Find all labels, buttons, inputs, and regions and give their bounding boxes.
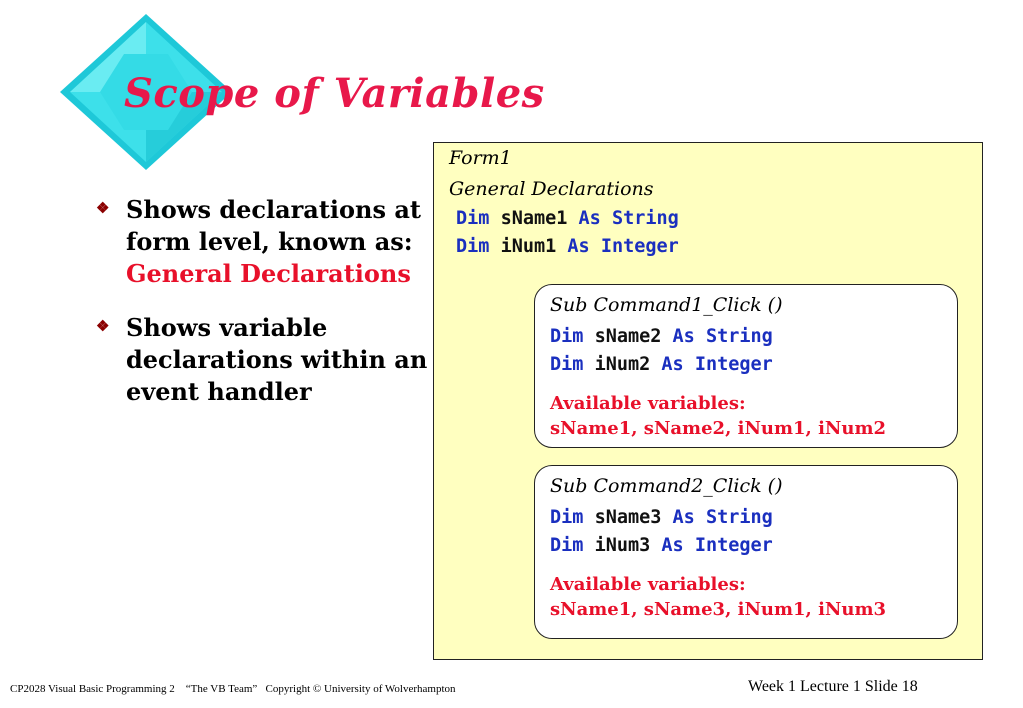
footer-course-name: CP2028 Visual Basic Programming 2 xyxy=(10,683,175,695)
code-keyword: Dim xyxy=(550,326,584,347)
bullet-text: Shows variable declarations within an event handler xyxy=(126,313,428,406)
code-line xyxy=(550,535,773,556)
footer-copyright: Copyright © University of Wolverhampton xyxy=(265,683,456,695)
code-keyword: As xyxy=(672,507,695,528)
code-line xyxy=(456,208,679,229)
code-type: Integer xyxy=(694,354,773,375)
code-identifier: sName2 xyxy=(594,326,662,347)
general-declarations-label: General Declarations xyxy=(449,178,654,200)
code-line xyxy=(550,354,773,375)
code-type: Integer xyxy=(694,535,773,556)
bullet-list xyxy=(96,194,431,408)
diamond-bullet-icon: ❖ xyxy=(96,199,110,217)
bullet-item xyxy=(96,194,431,290)
code-keyword: As xyxy=(672,326,695,347)
code-keyword: As xyxy=(661,354,684,375)
code-line xyxy=(550,507,773,528)
bullet-highlight: General Declarations xyxy=(126,259,411,288)
code-keyword: As xyxy=(578,208,601,229)
code-identifier: sName3 xyxy=(594,507,662,528)
available-list: sName1, sName3, iNum1, iNum3 xyxy=(550,599,887,620)
code-keyword: Dim xyxy=(456,236,490,257)
code-identifier: iNum1 xyxy=(500,236,557,257)
code-keyword: Dim xyxy=(550,354,584,375)
available-label: Available variables: xyxy=(550,574,746,595)
code-keyword: Dim xyxy=(550,535,584,556)
diamond-bullet-icon: ❖ xyxy=(96,317,110,335)
sub-header: Sub Command2_Click () xyxy=(550,475,783,497)
available-variables xyxy=(550,572,886,622)
available-variables xyxy=(550,391,886,441)
form-label: Form1 xyxy=(449,147,512,169)
code-line xyxy=(550,326,773,347)
form-declarations-box xyxy=(433,142,983,660)
code-type: Integer xyxy=(600,236,679,257)
code-keyword: As xyxy=(567,236,590,257)
code-type: String xyxy=(611,208,679,229)
code-identifier: iNum2 xyxy=(594,354,651,375)
code-type: String xyxy=(705,326,773,347)
sub-command1-box xyxy=(534,284,958,448)
available-label: Available variables: xyxy=(550,393,746,414)
code-keyword: As xyxy=(661,535,684,556)
code-identifier: iNum3 xyxy=(594,535,651,556)
code-line xyxy=(456,236,679,257)
slide-number: Week 1 Lecture 1 Slide 18 xyxy=(748,678,918,695)
bullet-item xyxy=(96,312,431,408)
available-list: sName1, sName2, iNum1, iNum2 xyxy=(550,418,887,439)
sub-command2-box xyxy=(534,465,958,639)
slide-title: Scope of Variables xyxy=(124,70,545,117)
code-keyword: Dim xyxy=(550,507,584,528)
sub-header: Sub Command1_Click () xyxy=(550,294,783,316)
code-type: String xyxy=(705,507,773,528)
code-keyword: Dim xyxy=(456,208,490,229)
bullet-text: Shows declarations at form level, known as: xyxy=(126,195,422,256)
footer-course xyxy=(10,683,456,695)
code-identifier: sName1 xyxy=(500,208,568,229)
footer-team: “The VB Team” xyxy=(185,683,258,695)
